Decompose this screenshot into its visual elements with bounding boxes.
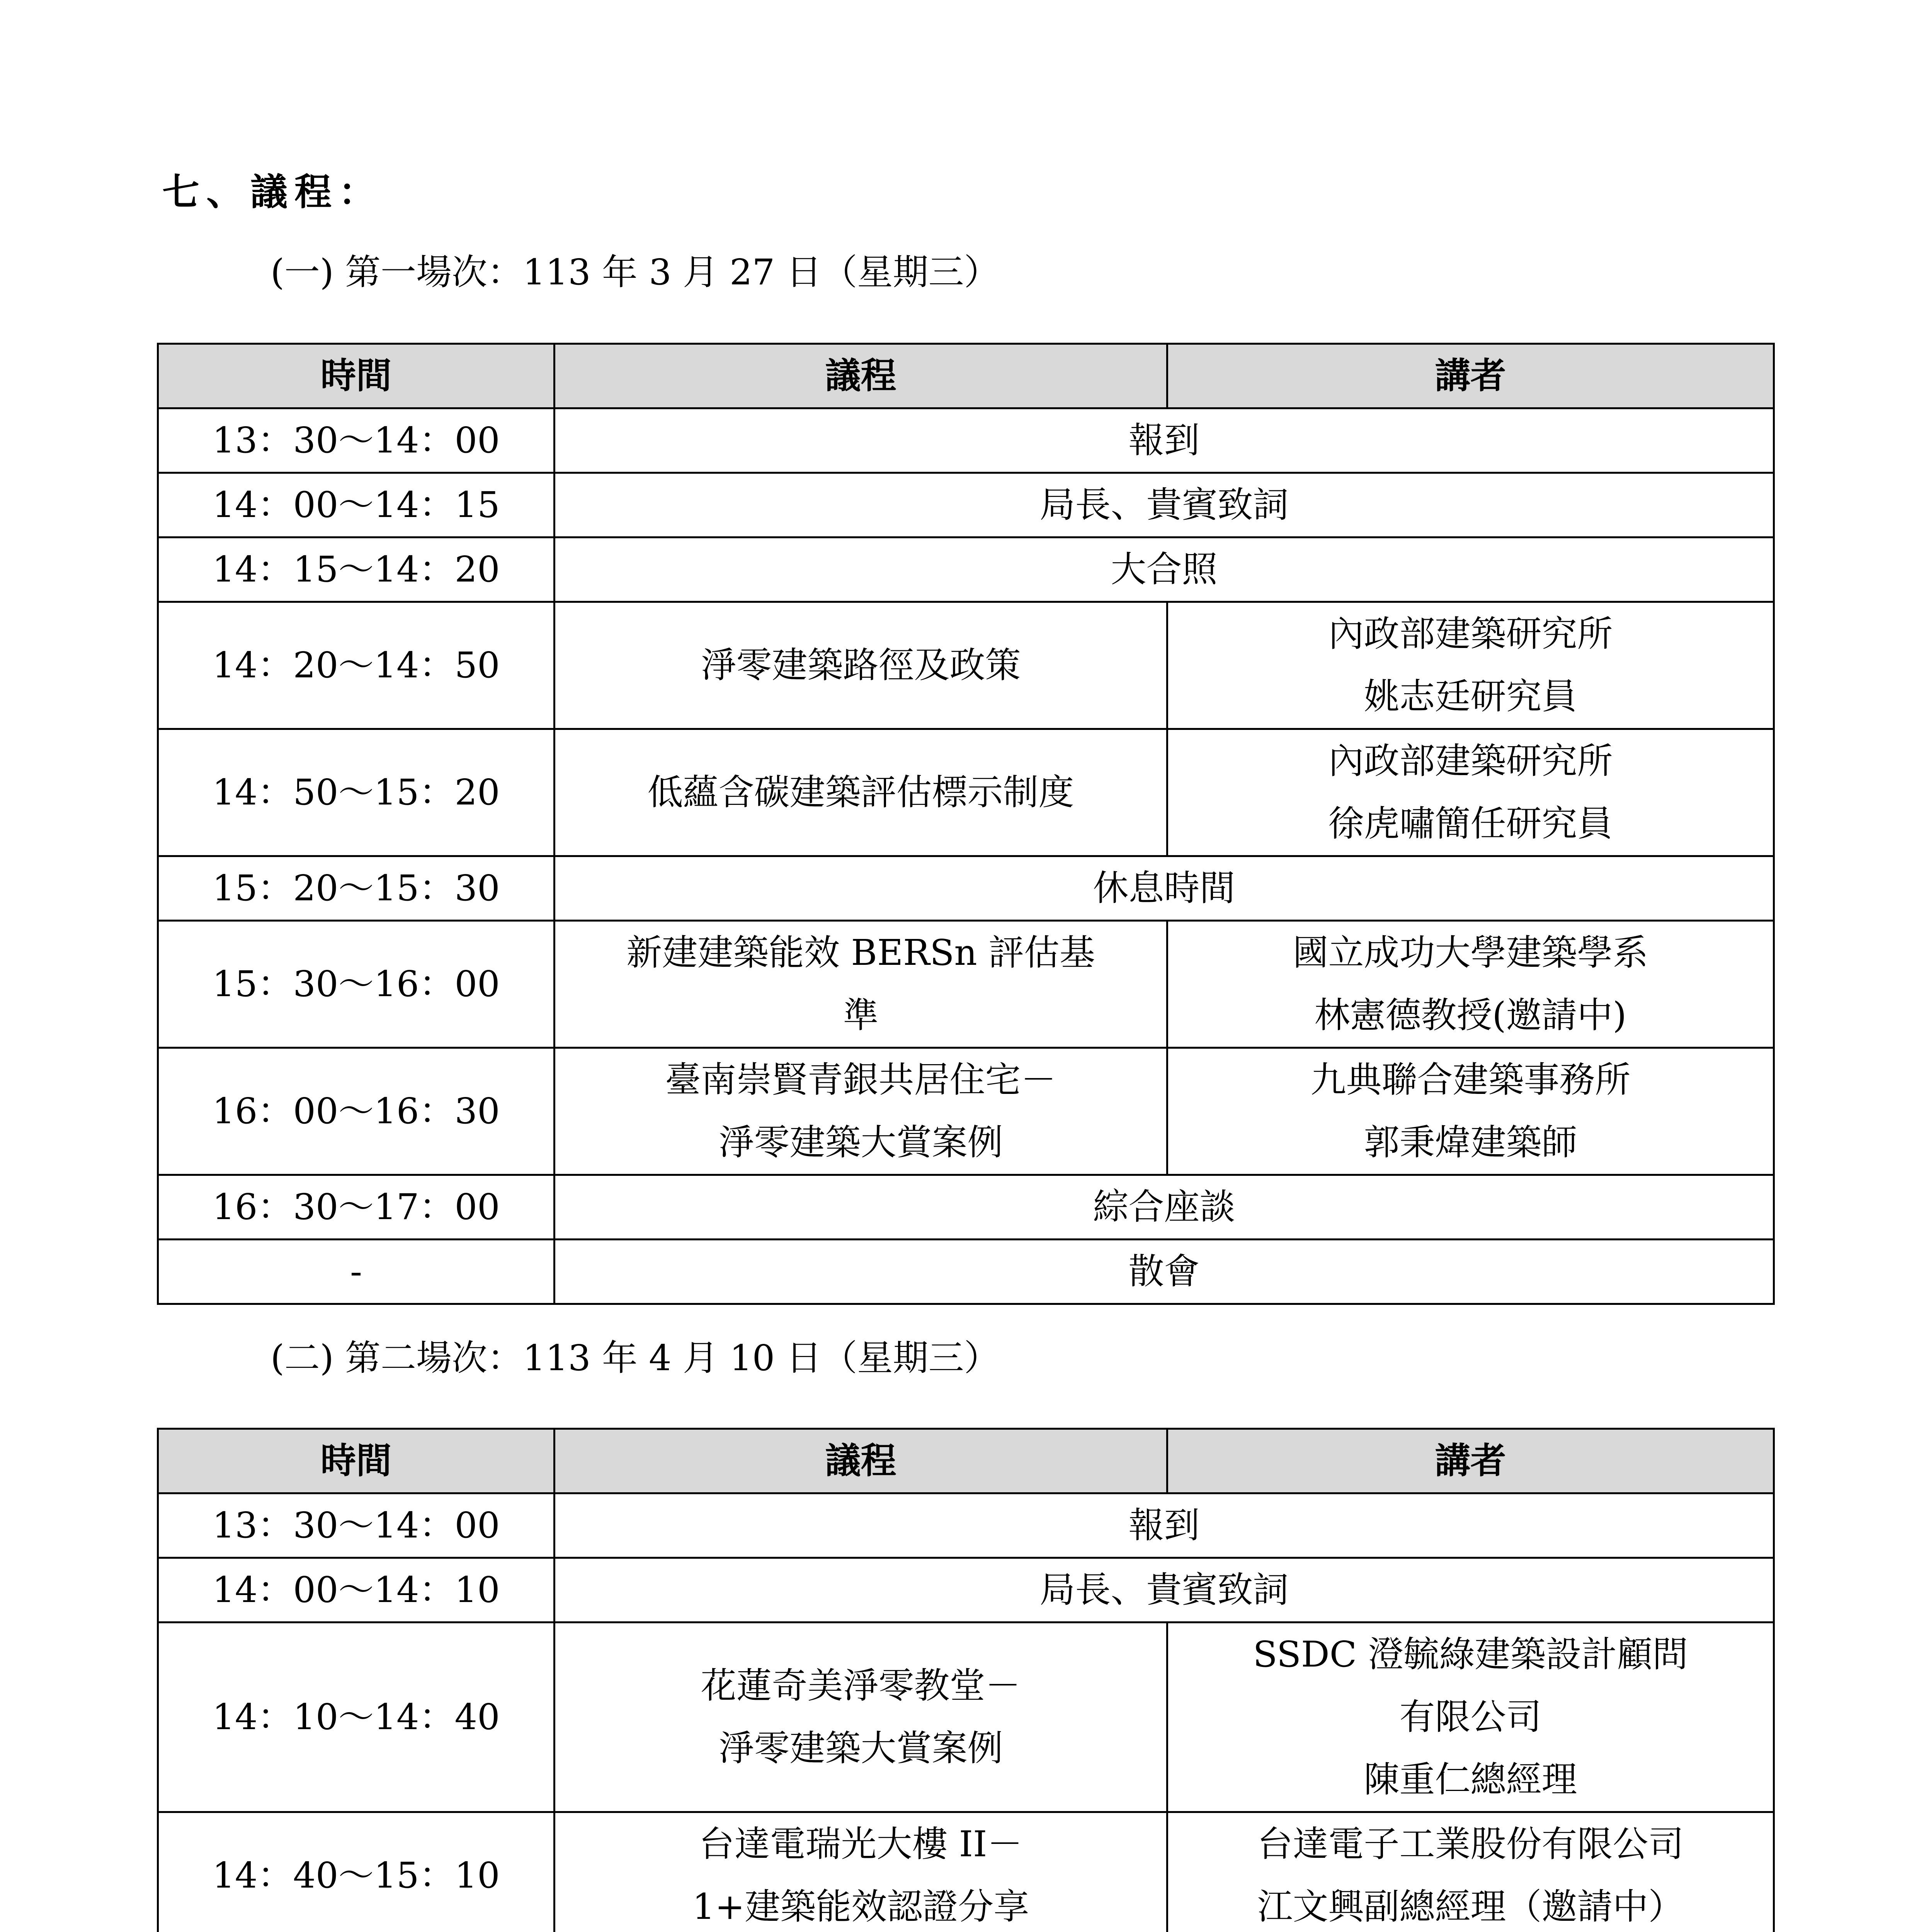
speaker-cell <box>1167 1622 1774 1812</box>
topic-cell-line: 新建建築能效 BERSn 評估基 <box>626 932 1095 973</box>
table-row <box>158 408 1774 473</box>
table-row <box>158 537 1774 602</box>
topic-cell-line: 臺南崇賢青銀共居住宅－ <box>665 1059 1056 1100</box>
topic-cell-line: 準 <box>843 995 879 1036</box>
header-speaker: 講者 <box>1167 1429 1774 1493</box>
table-row <box>158 602 1774 729</box>
speaker-cell <box>1167 602 1774 729</box>
time-cell: 14：20～14：50 <box>158 602 555 729</box>
topic-cell <box>555 602 1167 729</box>
speaker-cell-line: SSDC 澄毓綠建築設計顧問 <box>1253 1634 1688 1675</box>
topic-cell <box>555 921 1167 1048</box>
table-row <box>158 1812 1774 1932</box>
table-header-row <box>158 1429 1774 1493</box>
speaker-cell-line: 台達電子工業股份有限公司 <box>1257 1823 1684 1865</box>
header-time: 時間 <box>158 1429 555 1493</box>
topic-cell-line: 淨零建築大賞案例 <box>718 1122 1003 1163</box>
time-cell: 15：20～15：30 <box>158 856 555 921</box>
session-1-agenda-table <box>157 343 1775 1305</box>
speaker-cell-line: 國立成功大學建築學系 <box>1293 932 1648 973</box>
speaker-cell-line: 姚志廷研究員 <box>1364 676 1577 717</box>
item-cell: 休息時間 <box>555 856 1774 921</box>
speaker-cell-line: 江文興副總經理（邀請中） <box>1257 1886 1684 1927</box>
table-row <box>158 1240 1774 1304</box>
session-1-rows <box>158 408 1774 1304</box>
time-cell: 14：15～14：20 <box>158 537 555 602</box>
table-row <box>158 1175 1774 1240</box>
item-cell: 報到 <box>555 408 1774 473</box>
topic-cell-line: 淨零建築大賞案例 <box>718 1728 1003 1769</box>
topic-cell-line: 台達電瑞光大樓 II－ <box>699 1823 1023 1865</box>
topic-cell-line: 低蘊含碳建築評估標示制度 <box>647 772 1074 813</box>
table-header-row <box>158 344 1774 408</box>
topic-cell <box>555 1048 1167 1175</box>
session-2-agenda-table <box>157 1428 1775 1932</box>
header-speaker: 講者 <box>1167 344 1774 408</box>
table-row <box>158 473 1774 537</box>
table-row <box>158 921 1774 1048</box>
time-cell: 13：30～14：00 <box>158 1493 555 1558</box>
item-cell: 散會 <box>555 1240 1774 1304</box>
topic-cell-line: 淨零建築路徑及政策 <box>701 645 1021 686</box>
table-row <box>158 856 1774 921</box>
topic-cell <box>555 1622 1167 1812</box>
speaker-cell <box>1167 1812 1774 1932</box>
topic-cell-line: 花蓮奇美淨零教堂－ <box>701 1665 1021 1706</box>
time-cell: 14：50～15：20 <box>158 729 555 856</box>
topic-cell-line: 1+建築能效認證分享 <box>692 1886 1029 1927</box>
time-cell: 14：40～15：10 <box>158 1812 555 1932</box>
speaker-cell-line: 內政部建築研究所 <box>1328 613 1613 655</box>
speaker-cell-line: 九典聯合建築事務所 <box>1310 1059 1631 1100</box>
item-cell: 綜合座談 <box>555 1175 1774 1240</box>
header-topic: 議程 <box>555 1429 1167 1493</box>
speaker-cell-line: 內政部建築研究所 <box>1328 740 1613 782</box>
speaker-cell-line: 有限公司 <box>1399 1696 1542 1738</box>
session-2-rows <box>158 1493 1774 1932</box>
time-cell: 14：00～14：15 <box>158 473 555 537</box>
time-cell: 16：30～17：00 <box>158 1175 555 1240</box>
time-cell: 14：00～14：10 <box>158 1558 555 1622</box>
item-cell: 大合照 <box>555 537 1774 602</box>
speaker-cell-line: 林憲德教授(邀請中) <box>1314 995 1627 1036</box>
header-time: 時間 <box>158 344 555 408</box>
session-2-title: (二) 第二場次：113 年 4 月 10 日（星期三） <box>270 1337 1000 1379</box>
time-cell: 16：00～16：30 <box>158 1048 555 1175</box>
speaker-cell-line: 徐虎嘯簡任研究員 <box>1328 803 1613 844</box>
speaker-cell <box>1167 1048 1774 1175</box>
speaker-cell <box>1167 729 1774 856</box>
time-cell: 13：30～14：00 <box>158 408 555 473</box>
time-cell: 15：30～16：00 <box>158 921 555 1048</box>
session-1-title: (一) 第一場次：113 年 3 月 27 日（星期三） <box>270 252 1000 293</box>
item-cell: 報到 <box>555 1493 1774 1558</box>
topic-cell <box>555 1812 1167 1932</box>
time-cell: 14：10～14：40 <box>158 1622 555 1812</box>
speaker-cell-line: 郭秉煒建築師 <box>1364 1122 1577 1163</box>
table-row <box>158 1622 1774 1812</box>
topic-cell <box>555 729 1167 856</box>
item-cell: 局長、貴賓致詞 <box>555 473 1774 537</box>
item-cell: 局長、貴賓致詞 <box>555 1558 1774 1622</box>
table-row <box>158 1493 1774 1558</box>
table-row <box>158 729 1774 856</box>
table-row <box>158 1558 1774 1622</box>
table-row <box>158 1048 1774 1175</box>
speaker-cell <box>1167 921 1774 1048</box>
section-heading: 七、議程： <box>162 170 383 214</box>
speaker-cell-line: 陳重仁總經理 <box>1364 1759 1577 1800</box>
header-topic: 議程 <box>555 344 1167 408</box>
time-cell: - <box>158 1240 555 1304</box>
